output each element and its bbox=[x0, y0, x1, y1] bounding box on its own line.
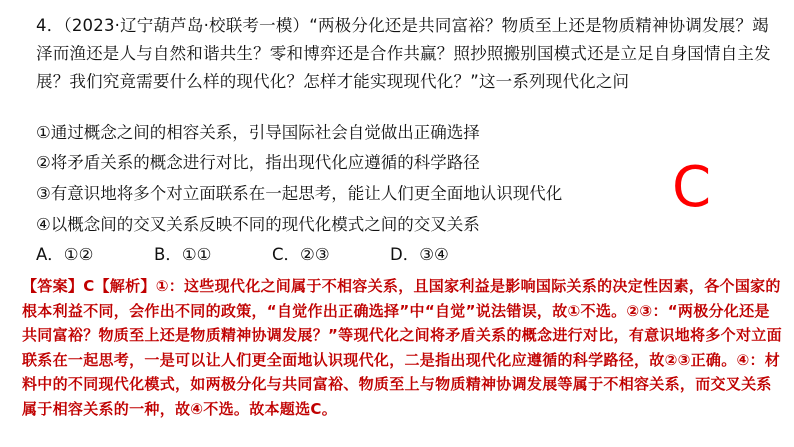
answer-explanation: 【答案】C【解析】①：这些现代化之间属于不相容关系，且国家利益是影响国际关系的决定性因素，各个国家的根本利益不同，会作出不同的政策，“自觉作出正确选择”中“自觉”说法错误，故①不选。②③：“两极分化还是共同富裕？物质至上还是物质精神协调发展？”等现代化之间将矛盾关系的概念进行对比，有意识地将多个对立面联系在一起思考，一是可以让人们更全面地认识现代化，二是指出现代化应遵循的科学路径，故②③正确。④：材料中的不同现代化模式，如两极分化与共同富裕、物质至上与物质精神协调发展等属于不相容关系，而交叉关系属于相容关系的一种，故④不选。故本题选C。 bbox=[22, 277, 782, 418]
choice-c[interactable]: C．②③ bbox=[272, 245, 330, 264]
choice-a[interactable]: A．①② bbox=[36, 245, 94, 264]
option-1: ①通过概念之间的相容关系，引导国际社会自觉做出正确选择 bbox=[36, 123, 480, 142]
answer-mark: C bbox=[672, 155, 712, 220]
option-2: ②将矛盾关系的概念进行对比，指出现代化应遵循的科学路径 bbox=[36, 153, 480, 172]
choice-d[interactable]: D．③④ bbox=[390, 245, 449, 264]
option-3: ③有意识地将多个对立面联系在一起思考，能让人们更全面地认识现代化 bbox=[36, 184, 563, 203]
option-4: ④以概念间的交叉关系反映不同的现代化模式之间的交叉关系 bbox=[36, 215, 480, 234]
question-stem: 4．（2023·辽宁葫芦岛·校联考一模）“两极分化还是共同富裕？物质至上还是物质精神协调发展？竭泽而渔还是人与自然和谐共生？零和博弈还是合作共赢？照抄照搬别国模式还是立足自身国情自主发展？我们究竟需要什么样的现代化？怎样才能实现现代化？”这一系列现代化之问 bbox=[36, 16, 771, 91]
choice-b[interactable]: B．①① bbox=[154, 245, 212, 264]
answer-choices bbox=[36, 242, 490, 268]
